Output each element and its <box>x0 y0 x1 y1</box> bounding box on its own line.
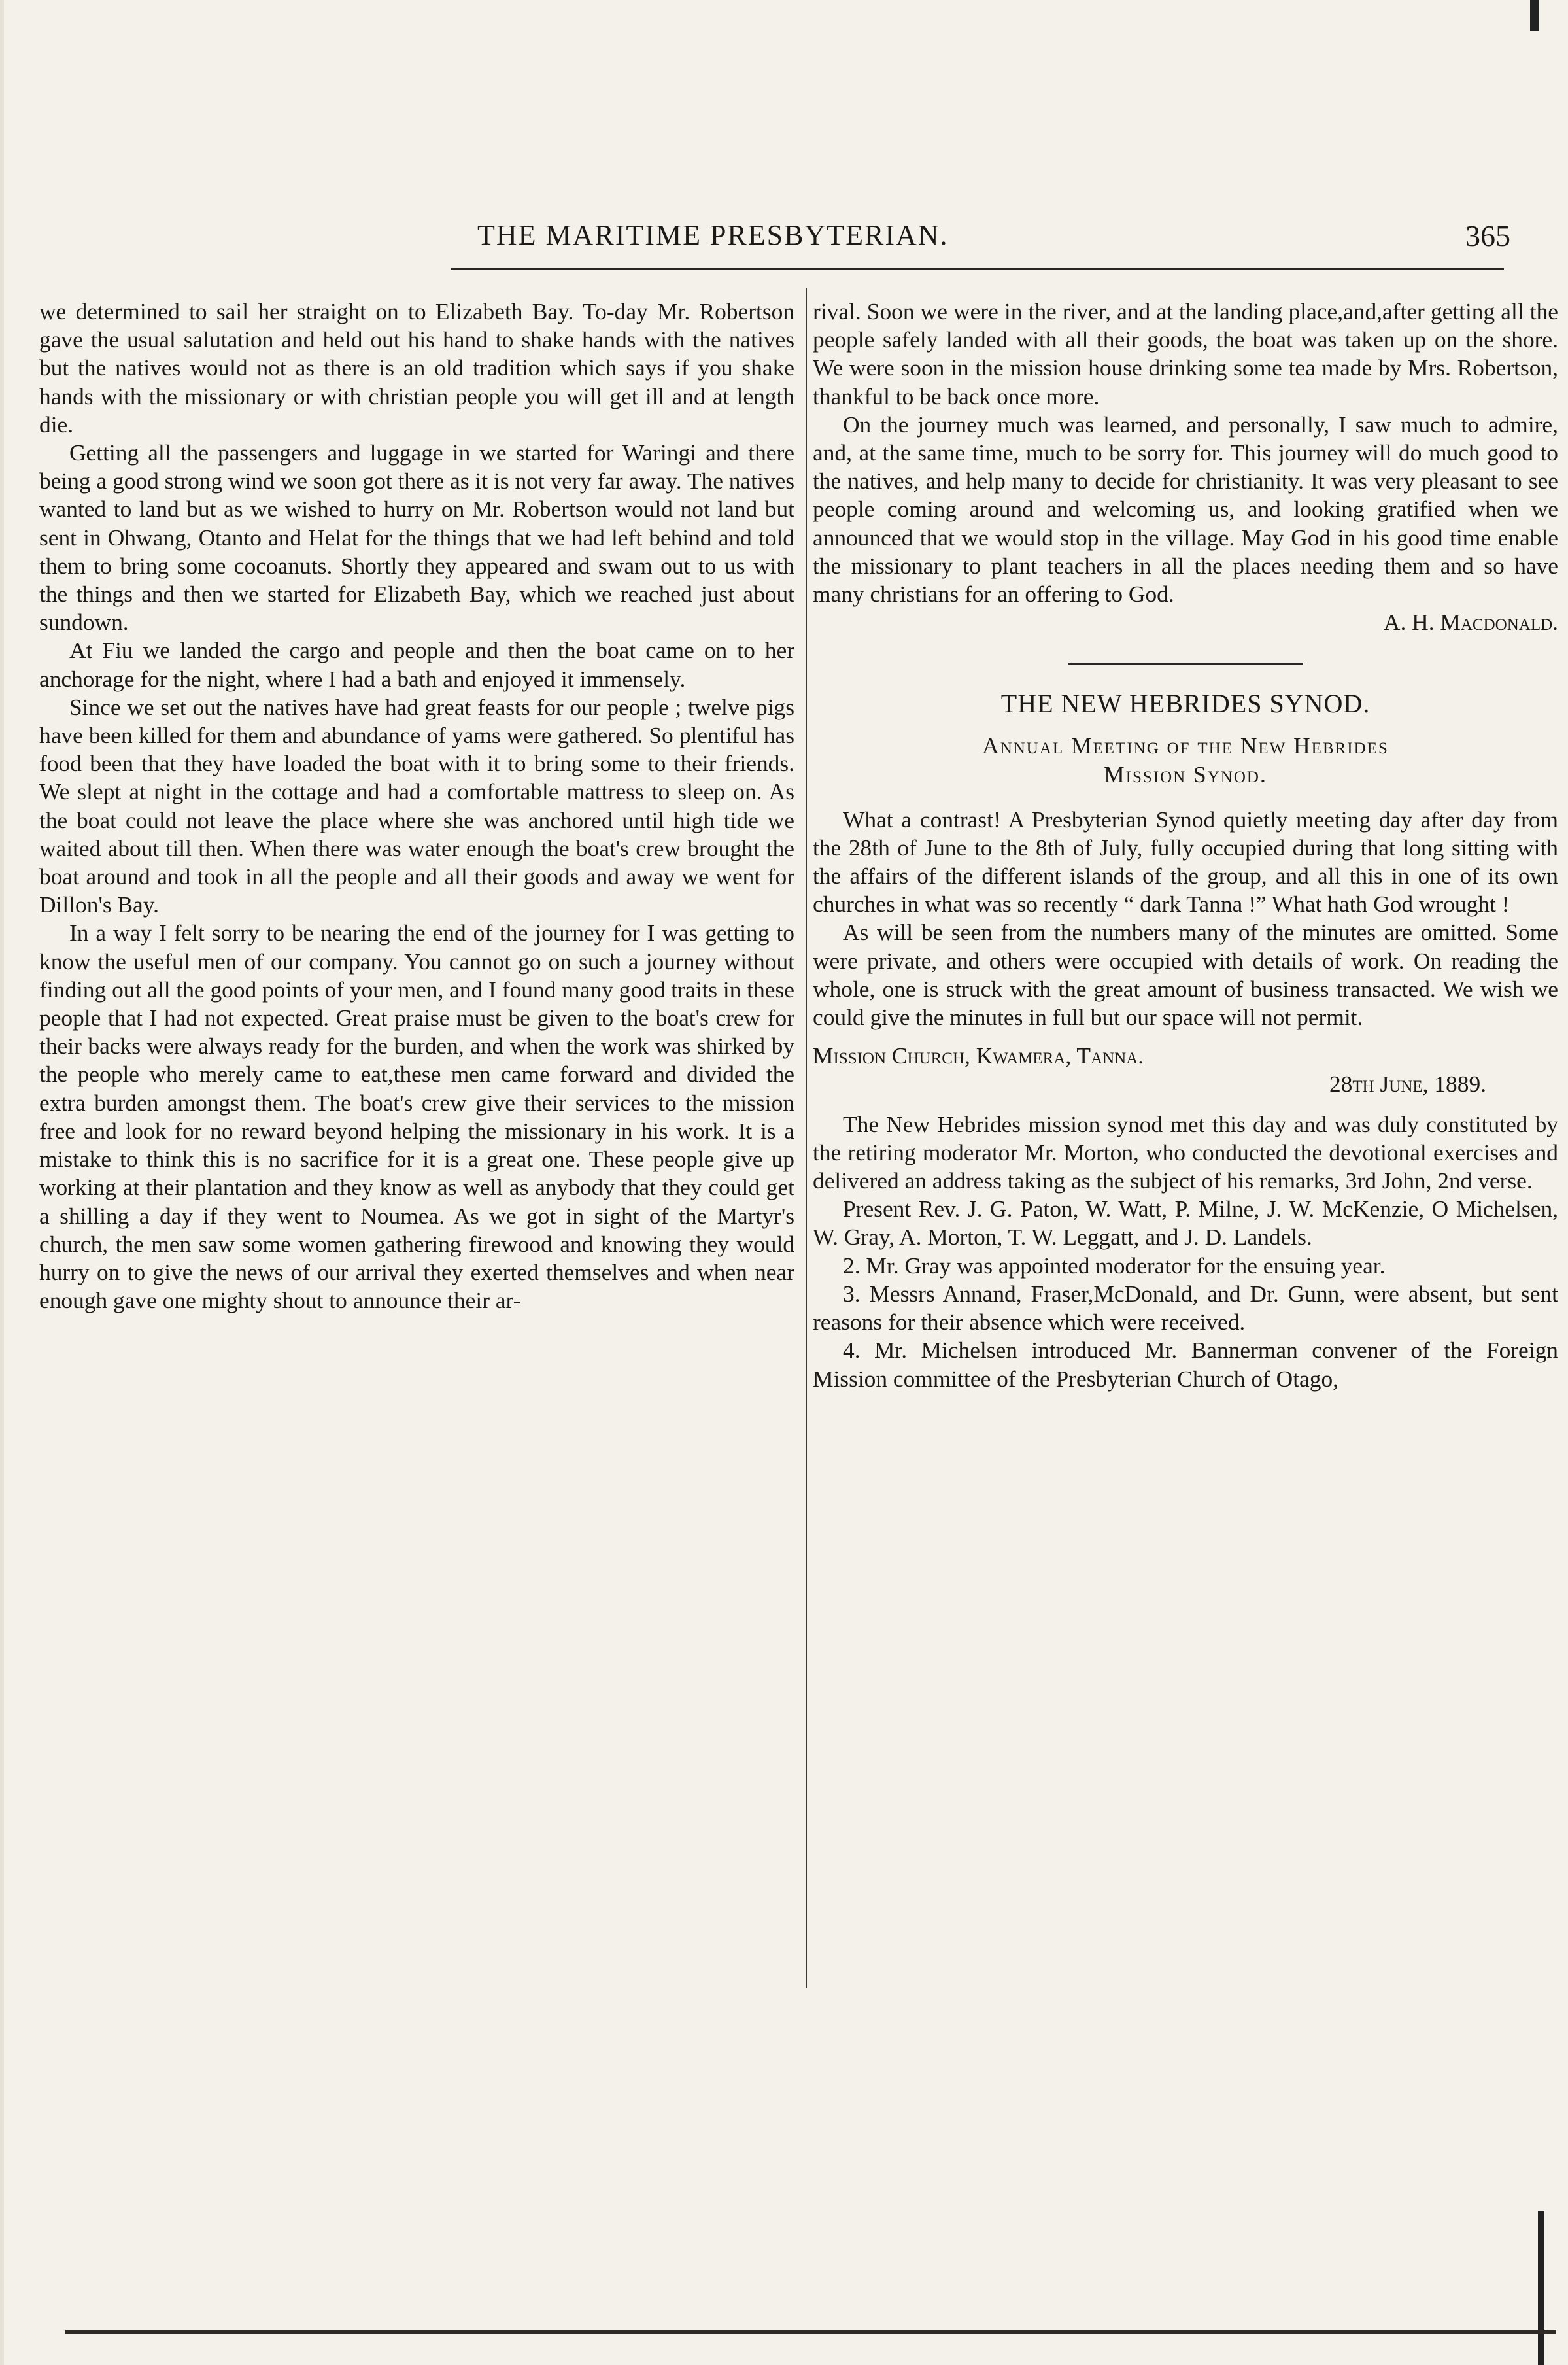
binding-mark-bottom <box>1538 2211 1544 2365</box>
minute-2: 2. Mr. Gray was appointed moderator for the ensuing year. <box>843 1252 1386 1279</box>
author-signature: A. H. Macdonald. <box>1383 609 1558 636</box>
dateline-place: Mission Church, Kwamera, Tanna. <box>813 1043 1144 1069</box>
left-column <box>39 298 794 1315</box>
running-title: THE MARITIME PRESBYTERIAN. <box>477 219 949 251</box>
intro-paragraph-1: What a contrast! A Presbyterian Synod quietly meeting day after day from the 28th of June to the 8th of July, fully occupied during that long sitting with the affairs of the different islands of the group, and all this in one of its own churches in what was so recently “ dark Tanna !” What hath God wrought ! <box>813 806 1558 918</box>
page-number: 365 <box>1465 219 1510 252</box>
right-continuation-2: On the journey much was learned, and personally, I saw much to admire, and, at the same time, much to be sorry for. This journey will do much good to the natives, and help many to decide for christianity. It was very pleasant to see people coming around and welcoming us, and looking gratified when we announced that we would stop in the village. May God in his good time enable the missionary to plant teachers in all the places needing them and so have many christians for an offering to God. <box>813 411 1558 608</box>
dateline <box>813 1042 1558 1098</box>
header-rule <box>451 268 1504 270</box>
section-title: THE NEW HEBRIDES SYNOD. <box>1000 689 1371 719</box>
intro-paragraph-2: As will be seen from the numbers many of the minutes are omitted. Some were private, and others were occupied with details of work. On reading the whole, one is struck with the great amount of business transacted. We wish we could give the minutes in full but our space will not permit. <box>813 919 1558 1031</box>
dateline-date: 28th June, 1889. <box>1329 1071 1486 1097</box>
page-edge-shadow <box>0 0 4 2365</box>
left-paragraph-1: we determined to sail her straight on to Elizabeth Bay. To-day Mr. Robertson gave the usual salutation and held out his hand to shake hands with the natives but the natives would not as there is an old tradition which says if you shake hands with the missionary or with christian people you will get ill and at length die. <box>39 298 794 438</box>
minute-4: 4. Mr. Michelsen introduced Mr. Bannerman convener of the Foreign Mission committee of the Presbyterian Church of Otago, <box>813 1337 1558 1392</box>
page-header <box>451 216 1510 262</box>
left-paragraph-3: At Fiu we landed the cargo and people and then the boat came on to her anchorage for the night, where I had a bath and enjoyed it immensely. <box>39 637 794 692</box>
left-paragraph-4: Since we set out the natives have had great feasts for our people ; twelve pigs have been killed for them and abundance of yams were gathered. So plentiful has food been that they have loaded the boat with it to bring some to their friends. We slept at night in the cottage and had a comfortable mattress to sleep on. As the boat could not leave the place where she was anchored until high tide we waited about till then. When there was water enough the boat's crew brought the boat around and took in all the people and all their goods and away we went for Dillon's Bay. <box>39 693 794 918</box>
bottom-rule <box>65 2330 1556 2334</box>
minute-present: Present Rev. J. G. Paton, W. Watt, P. Milne, J. W. McKenzie, O Michelsen, W. Gray, A. Morton, T. W. Leggatt, and J. D. Landels. <box>813 1196 1558 1251</box>
left-paragraph-5: In a way I felt sorry to be nearing the end of the journey for I was getting to know the useful men of our company. You cannot go on such a journey without finding out all the good points of your men, and I found many good traits in these people that I had not expected. Great praise must be given to the boat's crew for their backs were always ready for the burden, and when the work was shirked by the people who merely came to eat,these men came forward and divided the extra burden amongst them. The boat's crew give their services to the mission free and look for no reward beyond helping the missionary in his work. It is a mistake to think this is no sacrifice for it is a great one. These people give up working at their plantation and they know as well as anybody that they could get a shilling a day if they went to Noumea. As we got in sight of the Martyr's church, the men saw some women gathering firewood and knowing they would hurry on to give the news of our arrival they exerted themselves and when near enough gave one mighty shout to announce their ar- <box>39 920 794 1314</box>
right-continuation-1: rival. Soon we were in the river, and at the landing place,and,after getting all the people safely landed with all their goods, the boat was taken up on the shore. We were soon in the mission house drinking some tea made by Mrs. Robertson, thankful to be back once more. <box>813 298 1558 409</box>
right-column <box>813 298 1558 1393</box>
minute-3: 3. Messrs Annand, Fraser,McDonald, and Dr. Gunn, were absent, but sent reasons for their absence which were received. <box>813 1280 1558 1336</box>
left-paragraph-2: Getting all the passengers and luggage in we started for Waringi and there being a good strong wind we soon got there as it is not very far away. The natives wanted to land but as we wished to hurry on Mr. Robertson would not land but sent in Ohwang, Otanto and Helat for the things that we had left behind and told them to bring some cocoanuts. Shortly they appeared and swam out to us with the things and then we started for Elizabeth Bay, which we reached just about sundown. <box>39 440 794 636</box>
subtitle-line-1: Annual Meeting of the New Hebrides <box>982 732 1389 759</box>
minute-intro: The New Hebrides mission synod met this day and was duly constituted by the retiring moderator Mr. Morton, who conducted the devotional exercises and delivered an address taking as the subject of his remarks, 3rd John, 2nd verse. <box>813 1111 1558 1194</box>
subtitle-line-2: Mission Synod. <box>1104 761 1267 787</box>
column-divider <box>806 288 807 1988</box>
binding-mark-top <box>1530 0 1539 31</box>
section-subtitle <box>813 731 1558 789</box>
section-rule <box>1068 663 1303 665</box>
